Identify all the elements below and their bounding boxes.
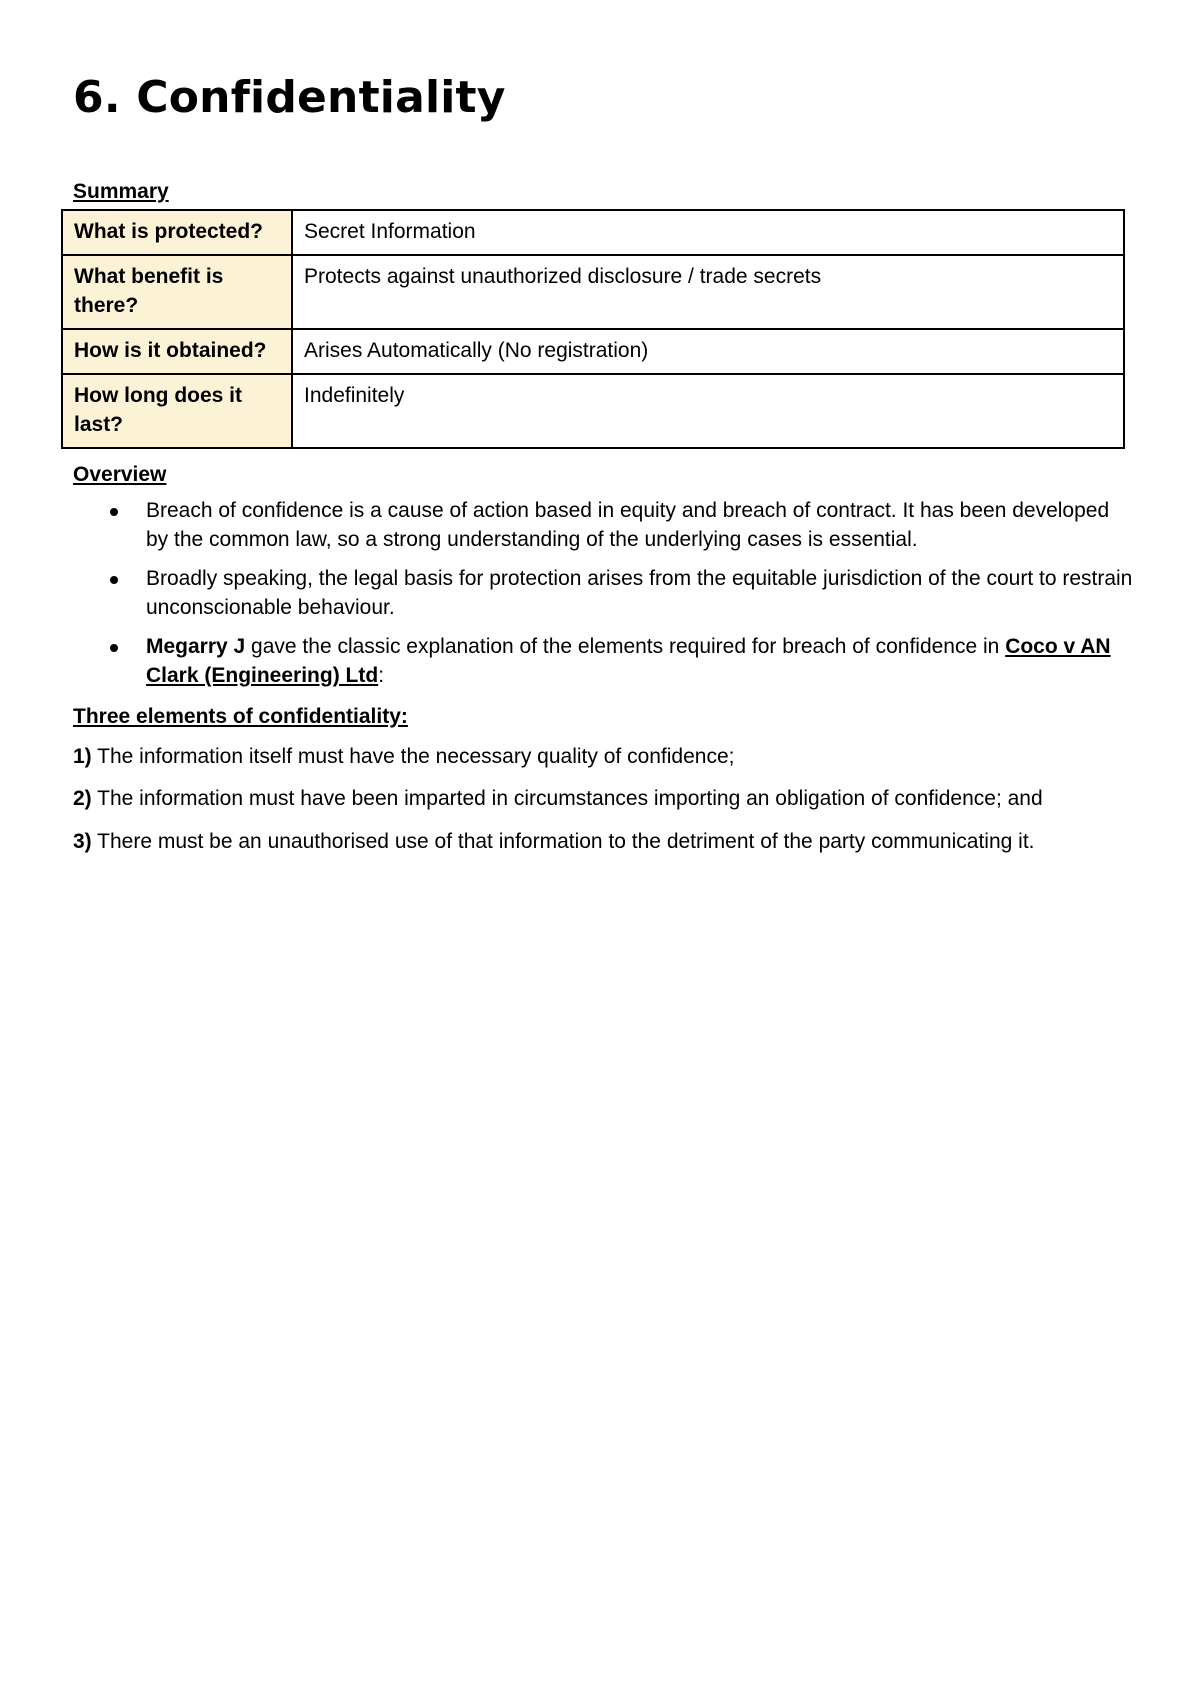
element-text: There must be an unauthorised use of that information to the detriment of the party communicating it. — [91, 829, 1035, 853]
element-item-1 — [73, 743, 1133, 772]
document-page — [73, 60, 1133, 856]
elements-heading: Three elements of confidentiality: — [73, 704, 408, 728]
element-item-3 — [73, 828, 1133, 857]
summary-value: Indefinitely — [292, 374, 1124, 448]
judge-name: Megarry J — [146, 635, 246, 659]
element-number: 1) — [73, 744, 92, 768]
summary-row-obtained — [62, 329, 1124, 374]
bullet-text: gave the classic explanation of the elements required for breach of confidence in — [245, 635, 1006, 659]
overview-list — [73, 497, 1133, 690]
bullet-icon — [110, 508, 118, 516]
summary-row-duration — [62, 374, 1124, 448]
summary-key: What benefit is there? — [62, 255, 292, 329]
case-name: Coco v AN Clark (Engineering) Ltd — [146, 635, 1111, 687]
bullet-icon — [110, 644, 118, 652]
element-number: 2) — [73, 787, 92, 811]
summary-value: Protects against unauthorized disclosure / trade secrets — [292, 255, 1124, 329]
summary-value: Secret Information — [292, 210, 1124, 255]
page-title: 6. Confidentiality — [73, 72, 506, 123]
summary-key: How long does it last? — [62, 374, 292, 448]
summary-heading: Summary — [73, 179, 169, 203]
element-item-2 — [73, 785, 1133, 814]
summary-table — [61, 209, 1125, 449]
list-item — [73, 633, 1133, 690]
summary-value: Arises Automatically (No registration) — [292, 329, 1124, 374]
bullet-text: Broadly speaking, the legal basis for protection arises from the equitable jurisdiction of the court to restrain unconscionable behaviour. — [146, 567, 1133, 619]
element-text: The information must have been imparted in circumstances importing an obligation of confidence; and — [91, 787, 1043, 811]
overview-heading: Overview — [73, 463, 167, 487]
list-item — [73, 565, 1133, 622]
summary-key: What is protected? — [62, 210, 292, 255]
summary-key: How is it obtained? — [62, 329, 292, 374]
element-text: The information itself must have the necessary quality of confidence; — [91, 744, 735, 768]
bullet-icon — [110, 576, 118, 584]
summary-row-protected — [62, 210, 1124, 255]
list-item — [73, 497, 1133, 554]
element-number: 3) — [73, 829, 92, 853]
bullet-suffix: : — [378, 663, 385, 687]
bullet-text: Breach of confidence is a cause of action based in equity and breach of contract. It has been developed by the common law, so a strong understanding of the underlying cases is essential. — [146, 499, 1110, 551]
summary-row-benefit — [62, 255, 1124, 329]
